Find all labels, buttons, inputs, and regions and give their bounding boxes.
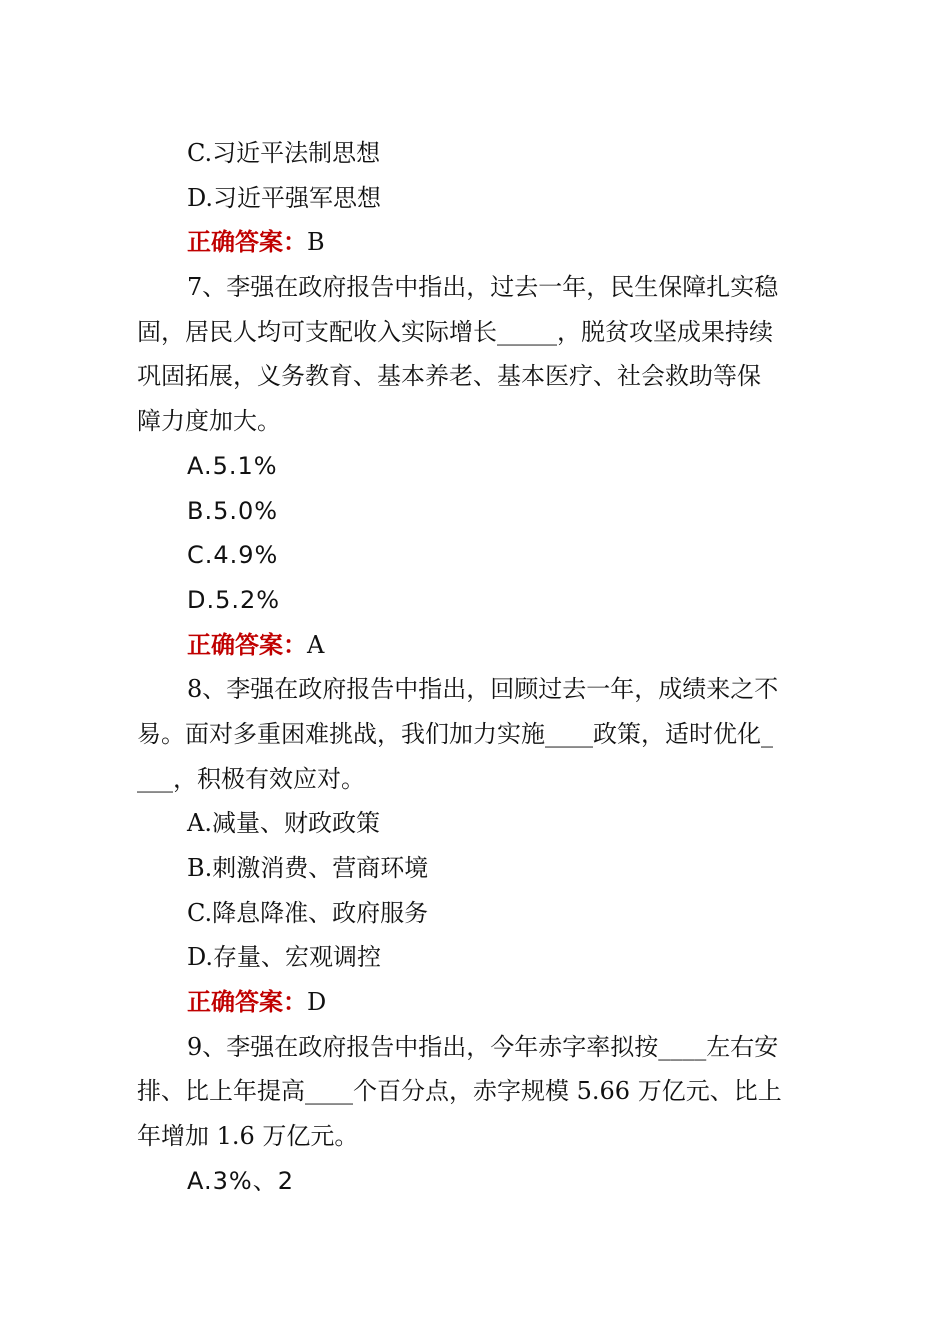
q8-option-d: D.存量、宏观调控 — [187, 943, 382, 972]
q9-option-a: A.3%、2 — [187, 1166, 294, 1195]
q8-option-b: B.刺激消费、营商环境 — [187, 854, 429, 882]
q9-stem-line-3: 年增加 1.6 万亿元。 — [137, 1122, 359, 1151]
q8-stem-line-2: 易。面对多重困难挑战，我们加力实施____政策，适时优化_ — [137, 719, 773, 748]
q6-answer-value: B — [307, 228, 325, 257]
q7-stem-line-1: 7、李强在政府报告中指出，过去一年，民生保障扎实稳 — [187, 273, 779, 302]
q7-answer-label: 正确答案： — [187, 630, 307, 659]
q8-answer-value: D — [307, 988, 327, 1017]
q7-option-c: C.4.9% — [187, 541, 279, 570]
q7-option-b: B.5.0% — [187, 496, 279, 525]
q7-stem-line-4: 障力度加大。 — [137, 407, 281, 436]
q8-option-c: C.降息降准、政府服务 — [187, 898, 429, 927]
q7-option-a: A.5.1% — [187, 451, 278, 480]
document-body — [137, 131, 817, 1204]
q8-stem-line-1: 8、李强在政府报告中指出，回顾过去一年，成绩来之不 — [187, 675, 779, 704]
q8-answer — [137, 980, 817, 1025]
q6-answer — [137, 220, 817, 265]
q6-option-c: C.习近平法制思想 — [187, 139, 381, 167]
q9-stem-line-2: 排、比上年提高____个百分点，赤字规模 5.66 万亿元、比上 — [137, 1077, 782, 1106]
q8-stem-line-3: ___，积极有效应对。 — [137, 764, 365, 793]
q8-answer-label: 正确答案： — [187, 988, 307, 1017]
q7-answer — [137, 623, 817, 668]
q9-stem-line-1: 9、李强在政府报告中指出，今年赤字率拟按____左右安 — [187, 1032, 779, 1061]
q7-option-d: D.5.2% — [187, 585, 281, 614]
q7-stem-line-3: 巩固拓展，义务教育、基本养老、基本医疗、社会救助等保 — [137, 362, 761, 391]
q7-answer-value: A — [307, 630, 325, 659]
q6-option-d: D.习近平强军思想 — [187, 183, 382, 212]
q6-answer-label: 正确答案： — [187, 228, 307, 257]
q7-stem-line-2: 固，居民人均可支配收入实际增长_____，脱贫攻坚成果持续 — [137, 317, 773, 346]
q8-option-a: A.减量、财政政策 — [187, 809, 380, 838]
